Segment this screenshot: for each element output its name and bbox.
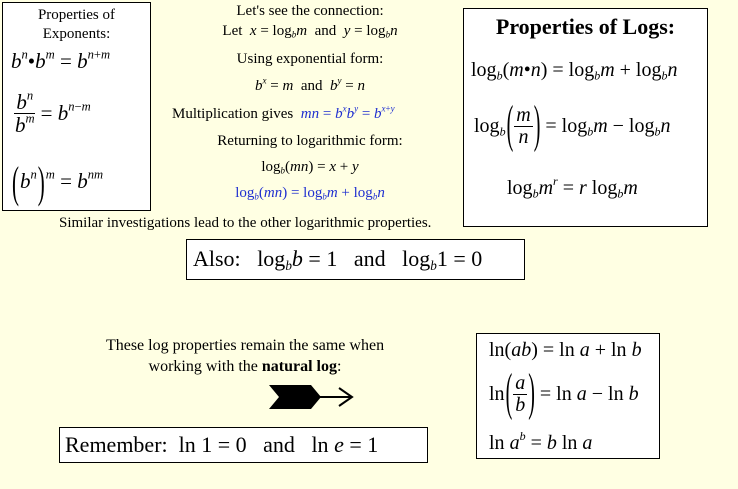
natural-log-prefix: working with the xyxy=(148,358,262,375)
remember-label: Remember: xyxy=(65,432,168,457)
logs-box xyxy=(463,8,708,227)
let-definitions: Let $x = \log_bm$ and $y = \log_bn$ xyxy=(222,23,398,40)
let-word: Let xyxy=(222,23,243,39)
natural-log-text xyxy=(60,335,430,377)
exponent-quotient-rule: $\frac{b^n}{b^m}$ = $b^{n-m}$ xyxy=(15,88,91,138)
ln-properties-box xyxy=(476,333,660,459)
exponent-product-rule: $b^n•b^m = b^{n+m}$ xyxy=(11,47,111,73)
natural-log-line2 xyxy=(60,356,430,377)
also-content: Also: $\log_bb = 1$ and $\log_b1 = 0$ xyxy=(193,246,483,273)
remember-content: Remember: ln 1 = 0 and ln e = 1 xyxy=(65,432,379,457)
ln-power-rule: $\ln a^b = b$ ln a xyxy=(489,429,593,454)
natural-log-bold: natural log xyxy=(261,358,337,375)
ln-quotient-rule: ln ( $\frac{a}{b}$ ) = ln a − ln b xyxy=(489,364,639,422)
exp-and-word: and xyxy=(300,78,323,94)
exponents-title-line1: Properties of xyxy=(37,7,116,23)
logs-title: Properties of Logs: xyxy=(495,14,676,39)
multiplication-label: Multiplication gives xyxy=(172,106,294,122)
ln-product-rule: ln(ab) = ln a + ln b xyxy=(489,339,642,361)
exp-form-label-text: Using exponential form: xyxy=(236,51,384,67)
returning-label-text: Returning to logarithmic form: xyxy=(217,133,403,149)
connection-heading xyxy=(160,3,460,20)
natural-log-line1: These log properties remain the same when xyxy=(105,337,385,354)
log-power-rule: $\log_bm^r = r$ $\log_bm$ xyxy=(507,174,638,201)
log-product-result: $\log_b(mn) = \log_bm + \log_bn$ xyxy=(235,185,385,202)
log-of-product: $\log_b(mn) = x + y$ xyxy=(261,159,359,176)
exponents-title xyxy=(3,6,150,44)
also-box xyxy=(186,239,525,280)
exp-form-equations: $b^x = m$ and $b^y = n$ xyxy=(255,75,365,94)
exponents-title-line2: Exponents: xyxy=(42,26,111,42)
multiplication-line: Multiplication gives mn = $b^xb^y = b^{x+y}$ xyxy=(172,103,395,122)
also-label: Also: xyxy=(193,246,241,271)
exponents-box xyxy=(2,2,151,211)
returning-label xyxy=(160,133,460,150)
remember-and-word: and xyxy=(263,432,295,457)
connection-heading-text: Let's see the connection: xyxy=(236,3,384,19)
also-and-word: and xyxy=(353,246,386,271)
log-quotient-rule: $\log_b$ ( $\frac{m}{n}$ ) = $\log_bm - \log_bn$ xyxy=(474,96,671,154)
arrow-right-icon xyxy=(267,382,357,417)
exponent-power-rule: $(b^n)^m = b^{nm}$ xyxy=(12,156,104,208)
exp-form-label xyxy=(160,51,460,68)
natural-log-suffix: : xyxy=(337,358,342,375)
similar-text: Similar investigations lead to the other logarithmic properties. xyxy=(59,215,432,231)
remember-box xyxy=(59,427,428,463)
let-and-word: and xyxy=(314,23,337,39)
log-product-rule: $\log_b(m•n) = \log_bm + \log_bn$ xyxy=(471,59,678,83)
